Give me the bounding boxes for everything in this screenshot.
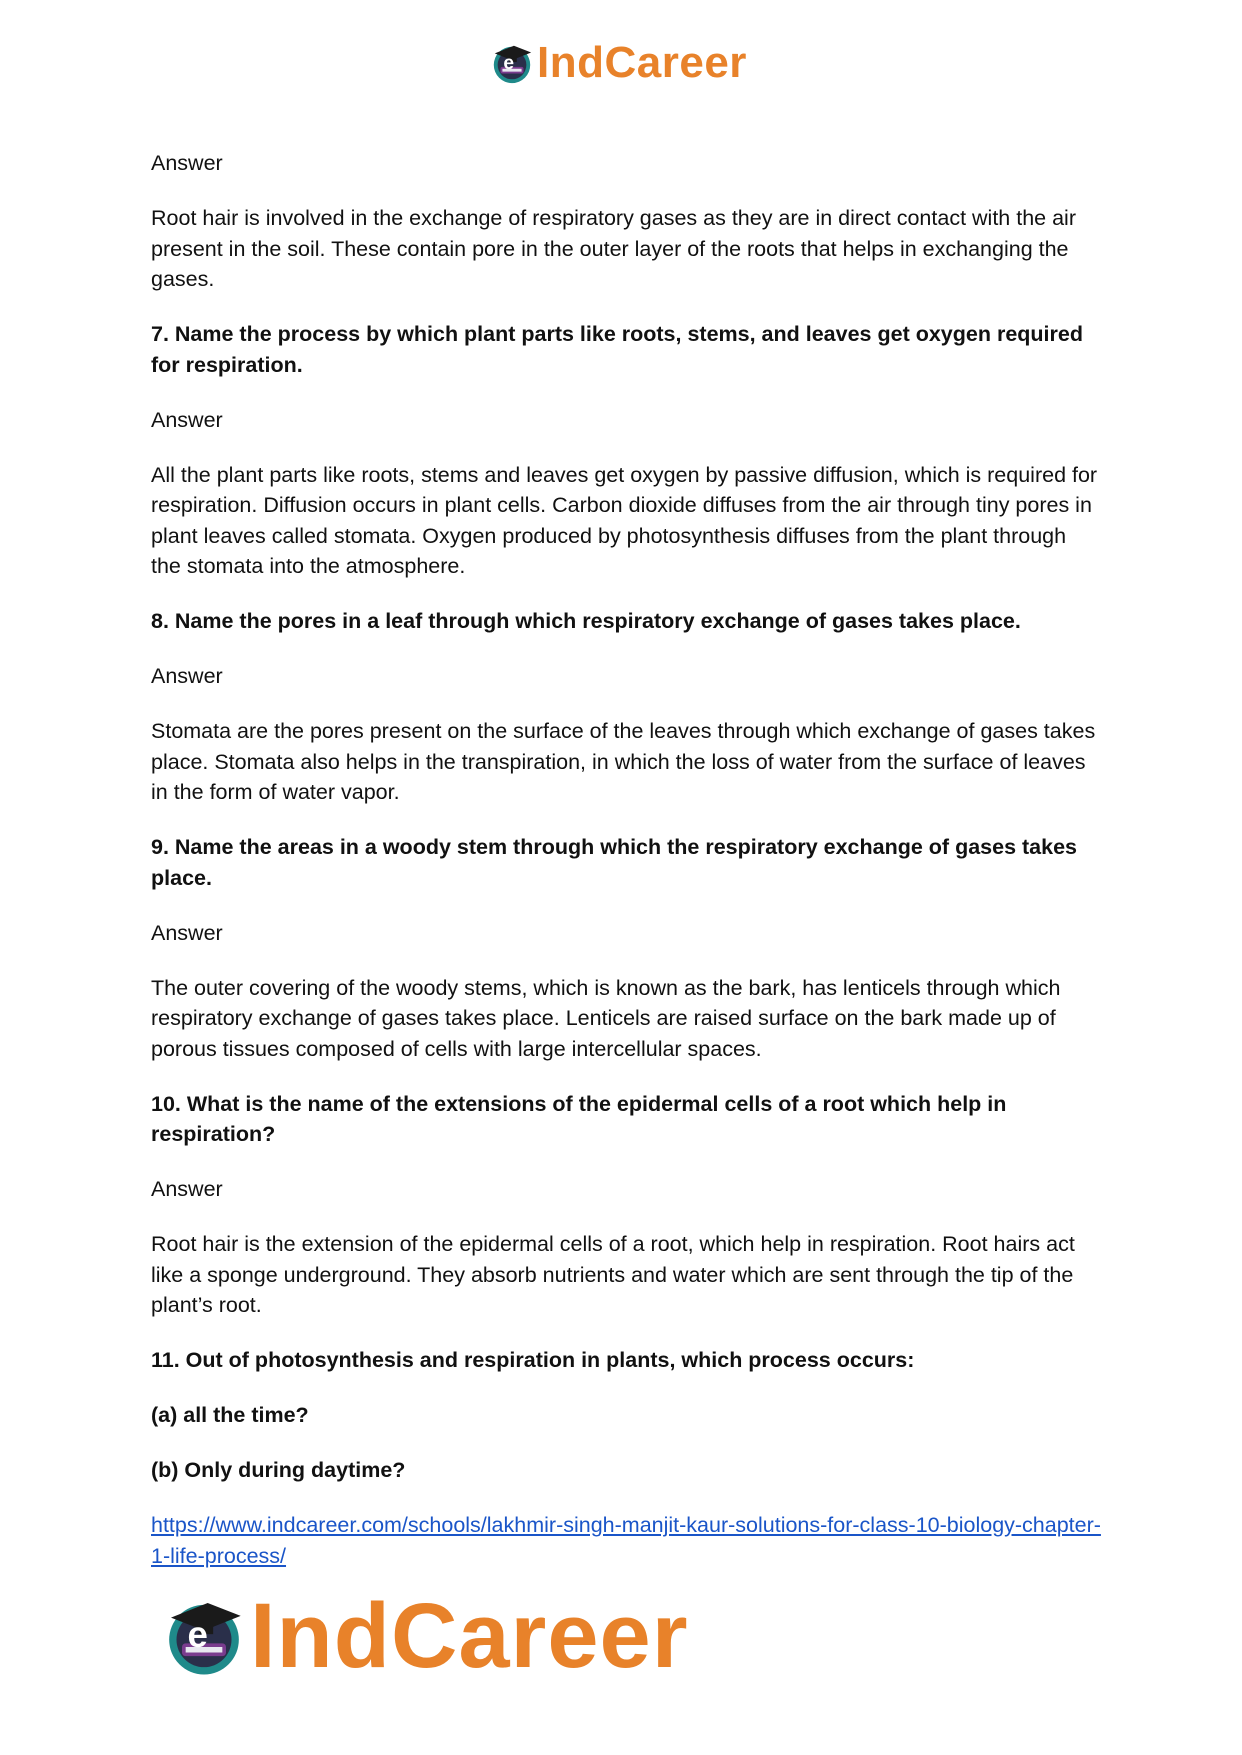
question-text: 8. Name the pores in a leaf through which respiratory exchange of gases takes place. — [151, 609, 1021, 633]
footer-logo — [160, 1585, 689, 1687]
source-link[interactable]: https://www.indcareer.com/schools/lakhmir-singh-manjit-kaur-solutions-for-class-10-biology-chapter-1-life-process/ — [151, 1513, 1101, 1568]
question-text: 9. Name the areas in a woody stem through which the respiratory exchange of gases takes place. — [151, 835, 1077, 890]
answer-text: All the plant parts like roots, stems and leaves get oxygen by passive diffusion, which is required for respiration. Diffusion occurs in plant cells. Carbon dioxide diffuses from the air through tiny pores in plant leaves called stomata. Oxygen produced by photosynthesis diffuses from the plant through the stomata into the atmosphere. — [151, 462, 1098, 578]
answer-label: Answer — [151, 407, 223, 432]
question-text: (b) Only during daytime? — [151, 1458, 406, 1482]
header-logo — [489, 40, 747, 86]
answer-label: Answer — [151, 151, 223, 175]
answer-text: Root hair is the extension of the epidermal cells of a root, which help in respiration. Root hairs act like a sponge underground. They absorb nutrients and water which are sent through the tip of the plant’s root. — [151, 1232, 1075, 1317]
document-body — [151, 148, 1101, 1571]
answer-label: Answer — [151, 920, 223, 945]
graduation-cap-icon — [489, 40, 535, 86]
question-text: 11. Out of photosynthesis and respiration in plants, which process occurs: — [151, 1348, 915, 1372]
answer-label: Answer — [151, 664, 223, 688]
footer-brand-name: IndCareer — [250, 1585, 689, 1687]
answer-text: Stomata are the pores present on the surface of the leaves through which exchange of gases takes place. Stomata also helps in the transpiration, in which the loss of water from the surface of leaves in the form of water vapor. — [151, 719, 1096, 804]
brand-name: IndCareer — [537, 38, 747, 87]
svg-text:e: e — [187, 1614, 208, 1655]
question-text: 10. What is the name of the extensions of the epidermal cells of a root which help in respiration? — [151, 1091, 1007, 1146]
answer-text: The outer covering of the woody stems, which is known as the bark, has lenticels through which respiratory exchange of gases takes place. Lenticels are raised surface on the bark made up of porous tissues composed of cells with large intercellular spaces. — [151, 975, 1061, 1061]
question-text: 7. Name the process by which plant parts like roots, stems, and leaves get oxygen required for respiration. — [151, 322, 1083, 377]
answer-label: Answer — [151, 1177, 223, 1201]
question-text: (a) all the time? — [151, 1403, 309, 1427]
graduation-cap-icon — [160, 1592, 248, 1680]
answer-text: Root hair is involved in the exchange of respiratory gases as they are in direct contact with the air present in the soil. These contain pore in the outer layer of the roots that helps in exchanging the gases. — [151, 206, 1076, 291]
svg-text:e: e — [503, 52, 515, 74]
